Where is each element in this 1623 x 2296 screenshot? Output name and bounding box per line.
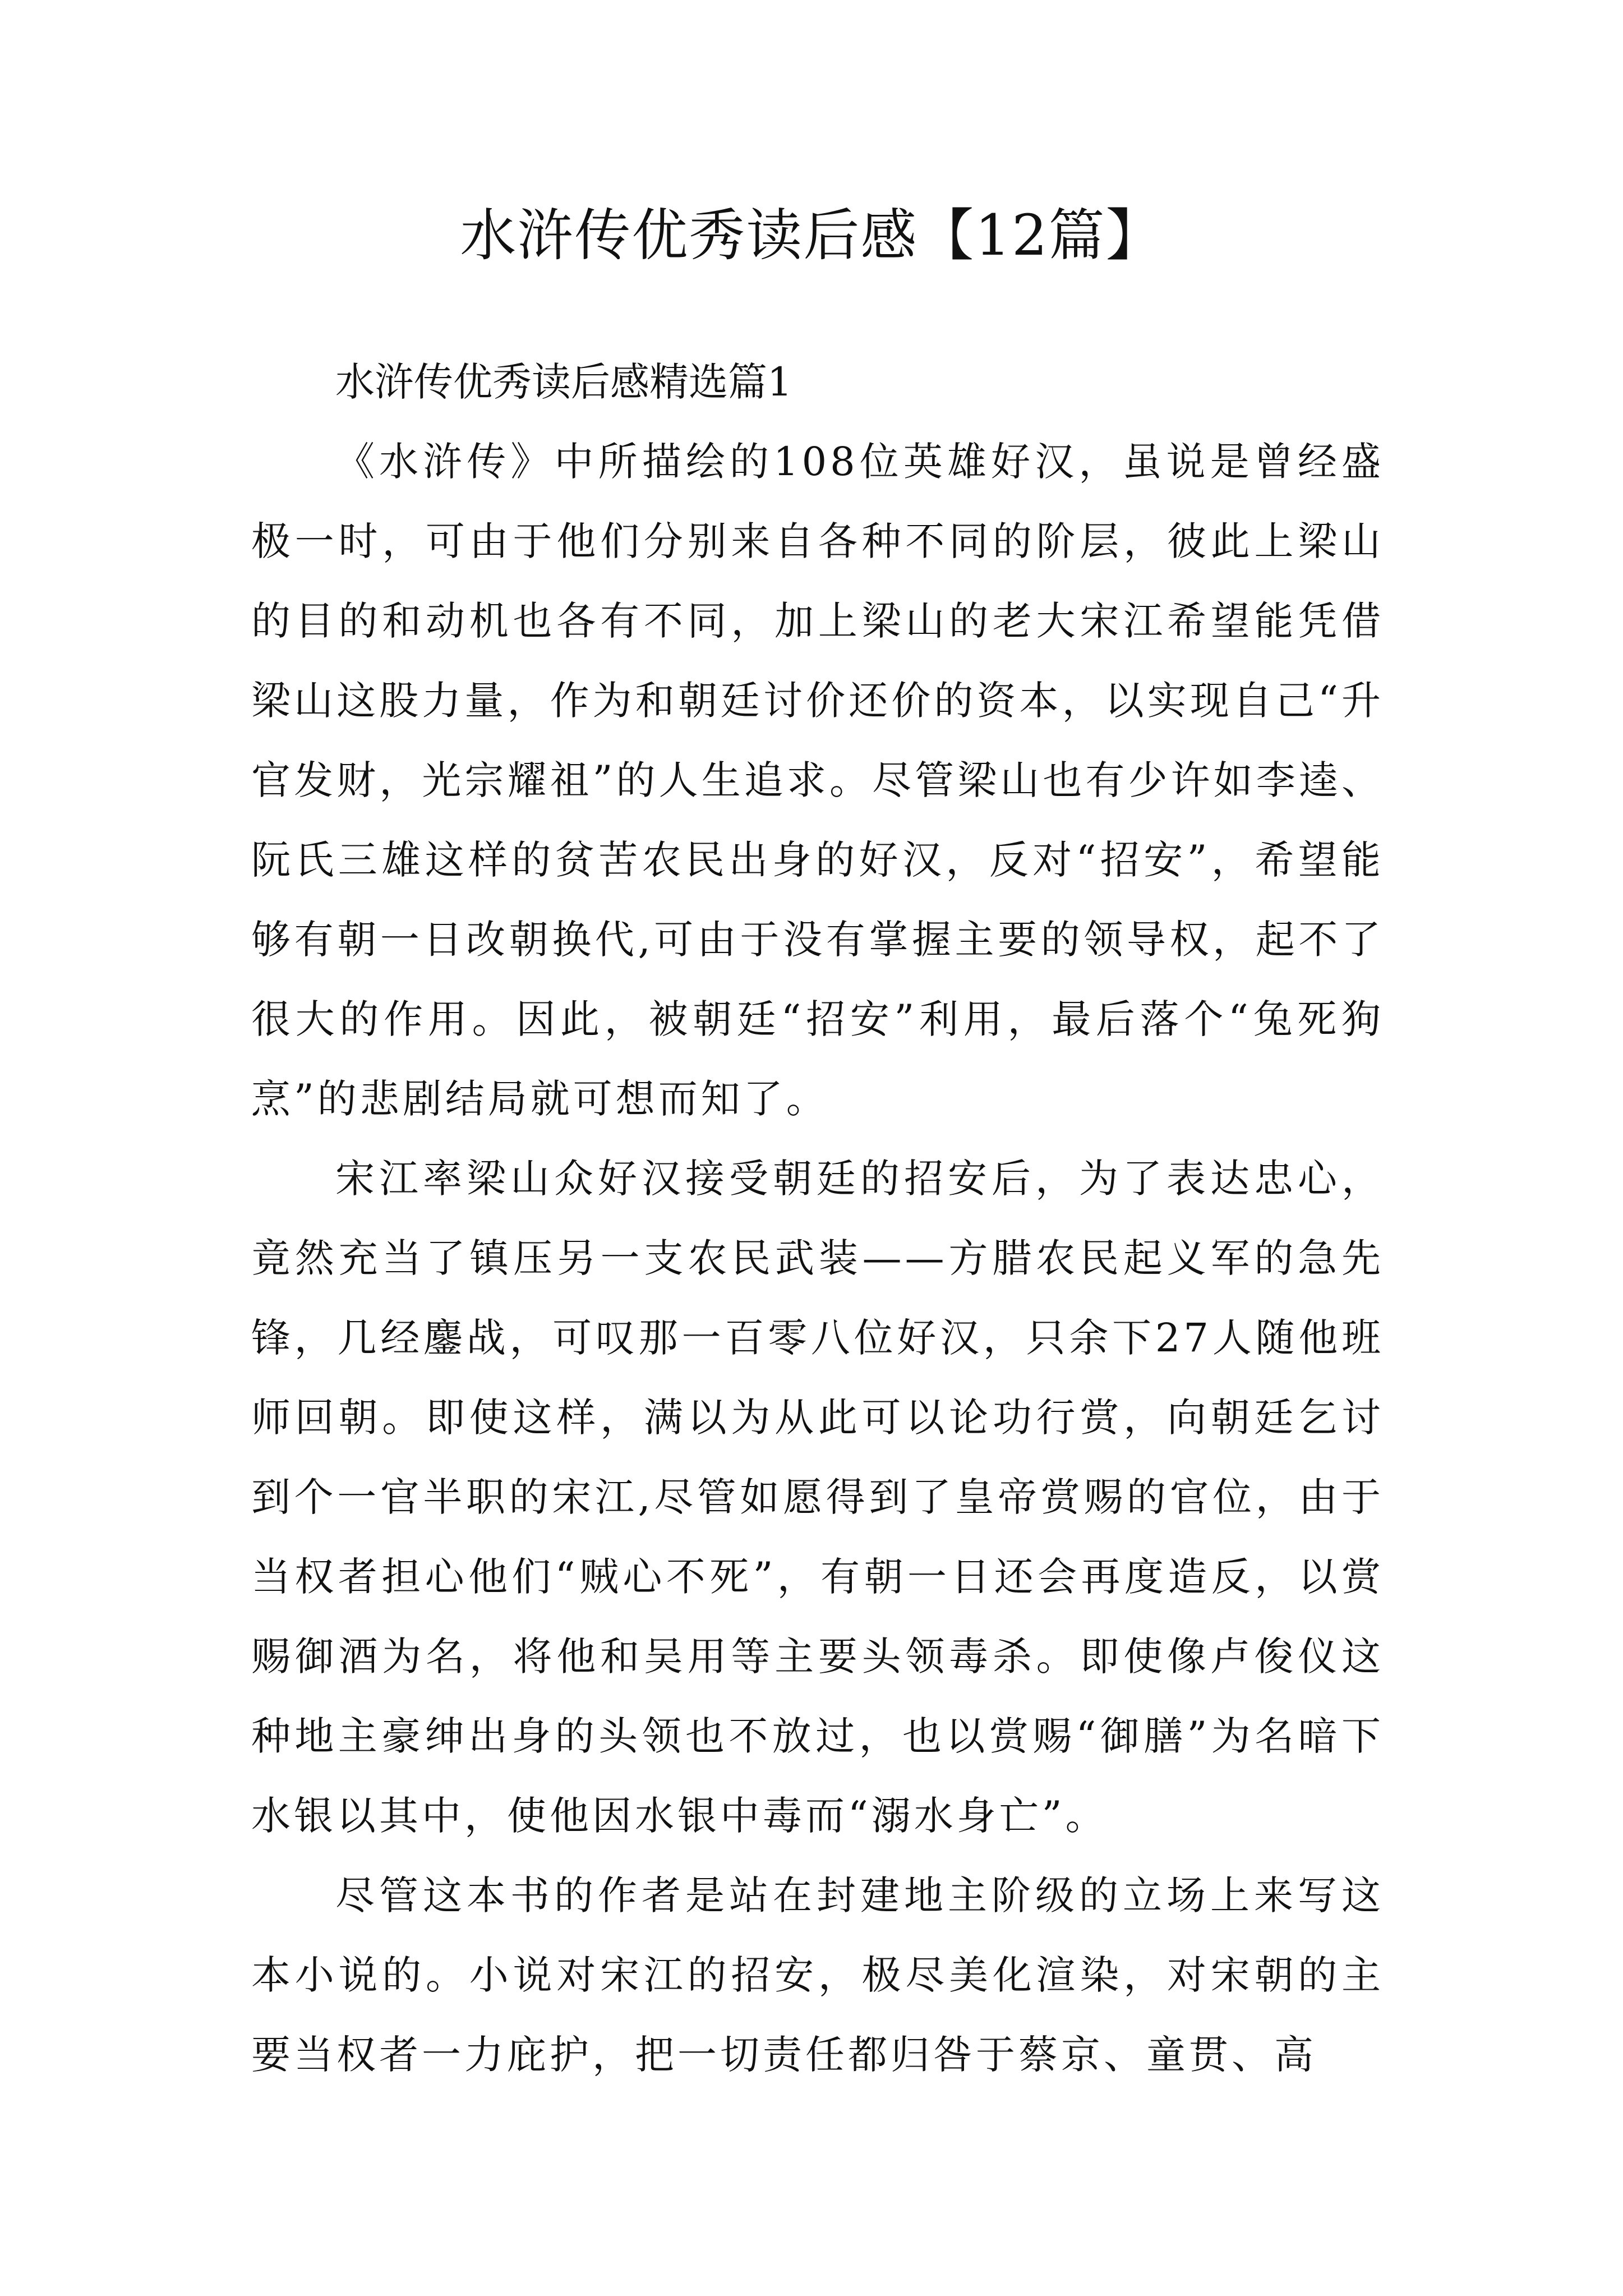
section-heading: 水浒传优秀读后感精选篇1 [335, 359, 792, 405]
document-body [251, 342, 1384, 2095]
document-title: 水浒传优秀读后感【12篇】 [460, 203, 1163, 268]
paragraph: 宋江率梁山众好汉接受朝廷的招安后，为了表达忠心，竟然充当了镇压另一支农民武装——方腊农民起义军的急先锋，几经鏖战，可叹那一百零八位好汉，只余下27人随他班师回朝。即使这样，满以为从此可以论功行赏，向朝廷乞讨到个一官半职的宋江,尽管如愿得到了皇帝赏赐的官位，由于当权者担心他们“贼心不死”，有朝一日还会再度造反，以赏赐御酒为名，将他和吴用等主要头领毒杀。即使像卢俊仪这种地主豪绅出身的头领也不放过，也以赏赐“御膳”为名暗下水银以其中，使他因水银中毒而“溺水身亡”。 [251, 1156, 1384, 1839]
paragraph: 尽管这本书的作者是站在封建地主阶级的立场上来写这本小说的。小说对宋江的招安，极尽美化渲染，对宋朝的主要当权者一力庇护，把一切责任都归咎于蔡京、童贯、高 [251, 1872, 1384, 2078]
paragraph: 《水浒传》中所描绘的108位英雄好汉，虽说是曾经盛极一时，可由于他们分别来自各种不同的阶层，彼此上梁山的目的和动机也各有不同，加上梁山的老大宋江希望能凭借梁山这股力量，作为和朝廷讨价还价的资本，以实现自己“升官发财，光宗耀祖”的人生追求。尽管梁山也有少许如李逵、阮氏三雄这样的贫苦农民出身的好汉，反对“招安”，希望能够有朝一日改朝换代,可由于没有掌握主要的领导权，起不了很大的作用。因此，被朝廷“招安”利用，最后落个“兔死狗烹”的悲剧结局就可想而知了。 [251, 439, 1384, 1122]
